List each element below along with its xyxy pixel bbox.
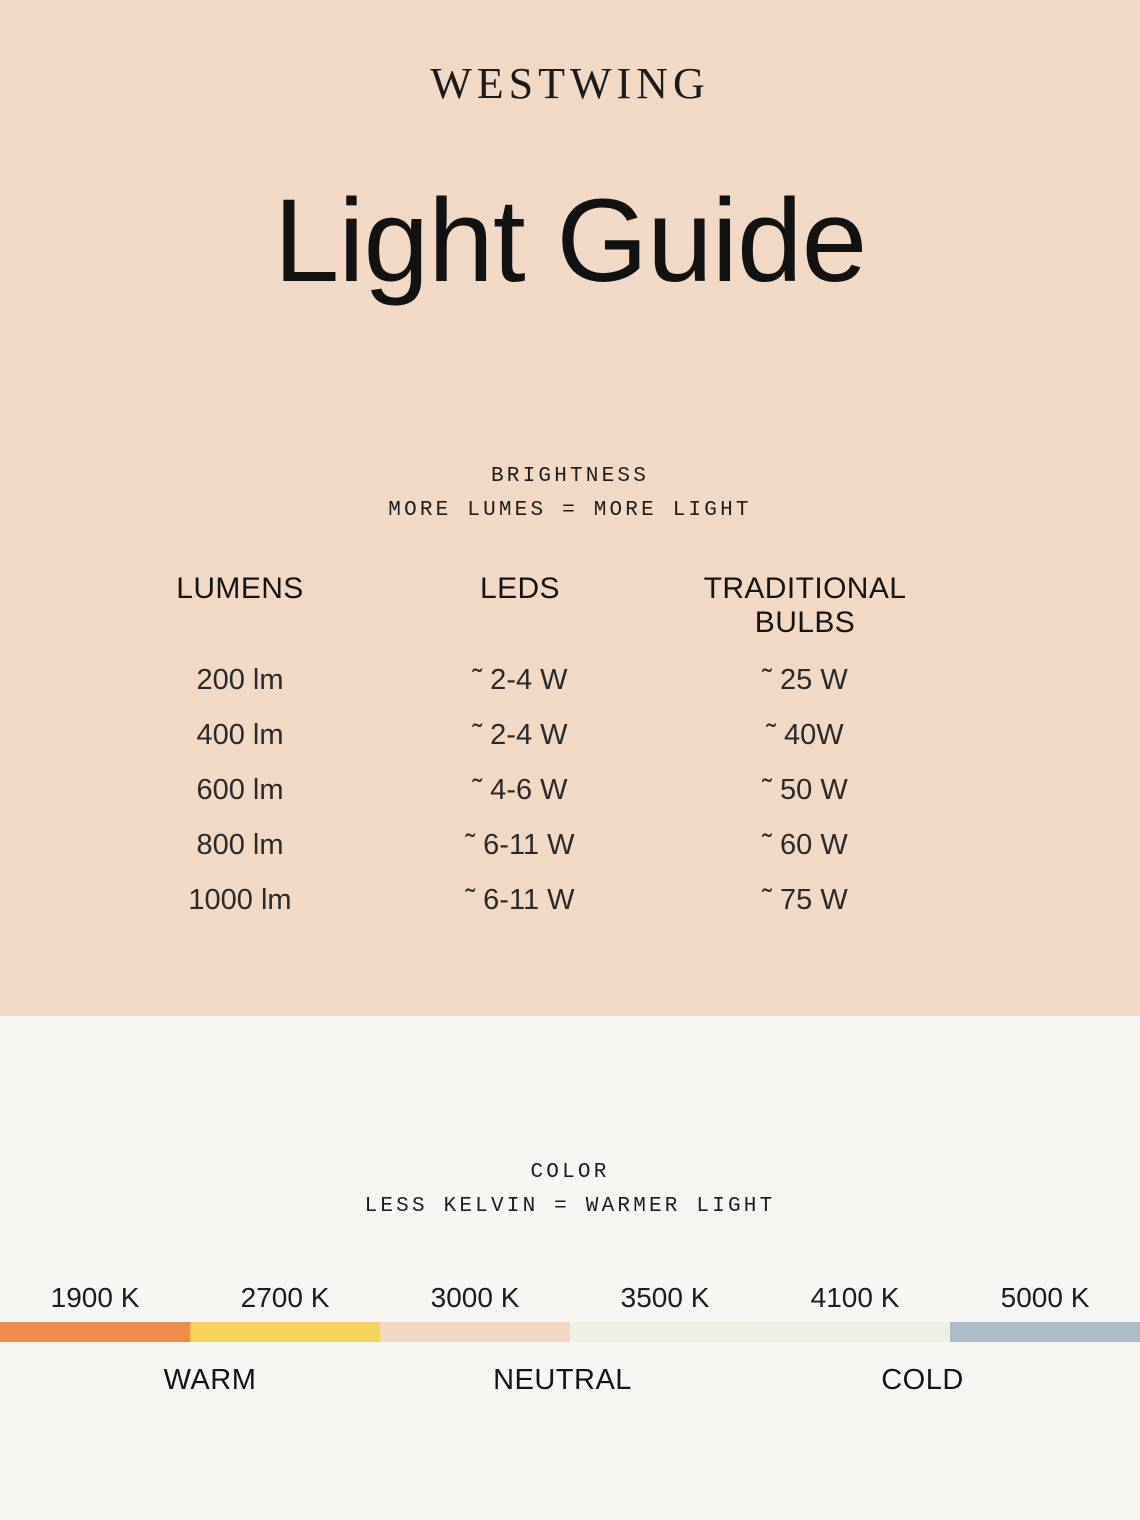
color-swatch-3000k — [380, 1322, 570, 1342]
cell-leds: ˜ 6-11 W — [465, 829, 575, 862]
kelvin-label: 1900 K — [50, 1282, 140, 1314]
column-header-traditional-bulbs: TRADITIONAL BULBS — [703, 572, 907, 640]
zone-label-warm: WARM — [163, 1364, 257, 1397]
color-swatch-5000k — [950, 1322, 1140, 1342]
color-temperature-gradient — [0, 1322, 1140, 1342]
column-header-lumens: LUMENS — [176, 572, 304, 606]
color-swatch-2700k — [190, 1322, 380, 1342]
color-section — [0, 1016, 1140, 1520]
table-row — [90, 829, 960, 884]
color-swatch-3500k — [570, 1322, 760, 1342]
cell-leds: ˜ 6-11 W — [465, 884, 575, 917]
cell-bulbs: ˜ 40W — [766, 719, 844, 752]
cell-bulbs: ˜ 25 W — [762, 664, 848, 697]
cell-bulbs: ˜ 50 W — [762, 774, 848, 807]
zone-label-neutral: NEUTRAL — [493, 1364, 632, 1397]
kelvin-label: 2700 K — [240, 1282, 330, 1314]
cell-lumens: 1000 lm — [188, 884, 292, 917]
table-row — [90, 719, 960, 774]
color-zone-labels — [0, 1364, 1140, 1397]
brightness-caption-line2: MORE LUMES = MORE LIGHT — [388, 499, 752, 523]
kelvin-label: 5000 K — [1000, 1282, 1090, 1314]
color-caption-line1: COLOR — [530, 1161, 610, 1184]
table-row — [90, 664, 960, 719]
kelvin-label: 4100 K — [810, 1282, 900, 1314]
table-row — [90, 884, 960, 939]
cell-lumens: 200 lm — [196, 664, 284, 697]
page-title: Light Guide — [273, 175, 867, 308]
column-header-leds: LEDS — [480, 572, 560, 606]
brightness-caption — [0, 460, 1140, 528]
cell-leds: ˜ 4-6 W — [472, 774, 568, 807]
cell-lumens: 800 lm — [196, 829, 284, 862]
zone-label-cold: COLD — [881, 1364, 964, 1397]
cell-bulbs: ˜ 75 W — [762, 884, 848, 917]
kelvin-label: 3000 K — [430, 1282, 520, 1314]
cell-leds: ˜ 2-4 W — [472, 719, 568, 752]
cell-lumens: 400 lm — [196, 719, 284, 752]
brand-logo: WESTWING — [430, 59, 710, 108]
color-caption — [0, 1016, 1140, 1224]
brightness-caption-line1: BRIGHTNESS — [490, 465, 650, 489]
cell-bulbs: ˜ 60 W — [762, 829, 848, 862]
color-caption-line2: LESS KELVIN = WARMER LIGHT — [364, 1195, 776, 1219]
color-swatch-1900k — [0, 1322, 190, 1342]
color-swatch-4100k — [760, 1322, 950, 1342]
table-row — [90, 774, 960, 829]
brightness-table — [90, 572, 960, 939]
cell-leds: ˜ 2-4 W — [472, 664, 568, 697]
kelvin-label: 3500 K — [620, 1282, 710, 1314]
kelvin-scale-labels — [0, 1282, 1140, 1314]
table-header-row — [90, 572, 960, 664]
cell-lumens: 600 lm — [196, 774, 284, 807]
